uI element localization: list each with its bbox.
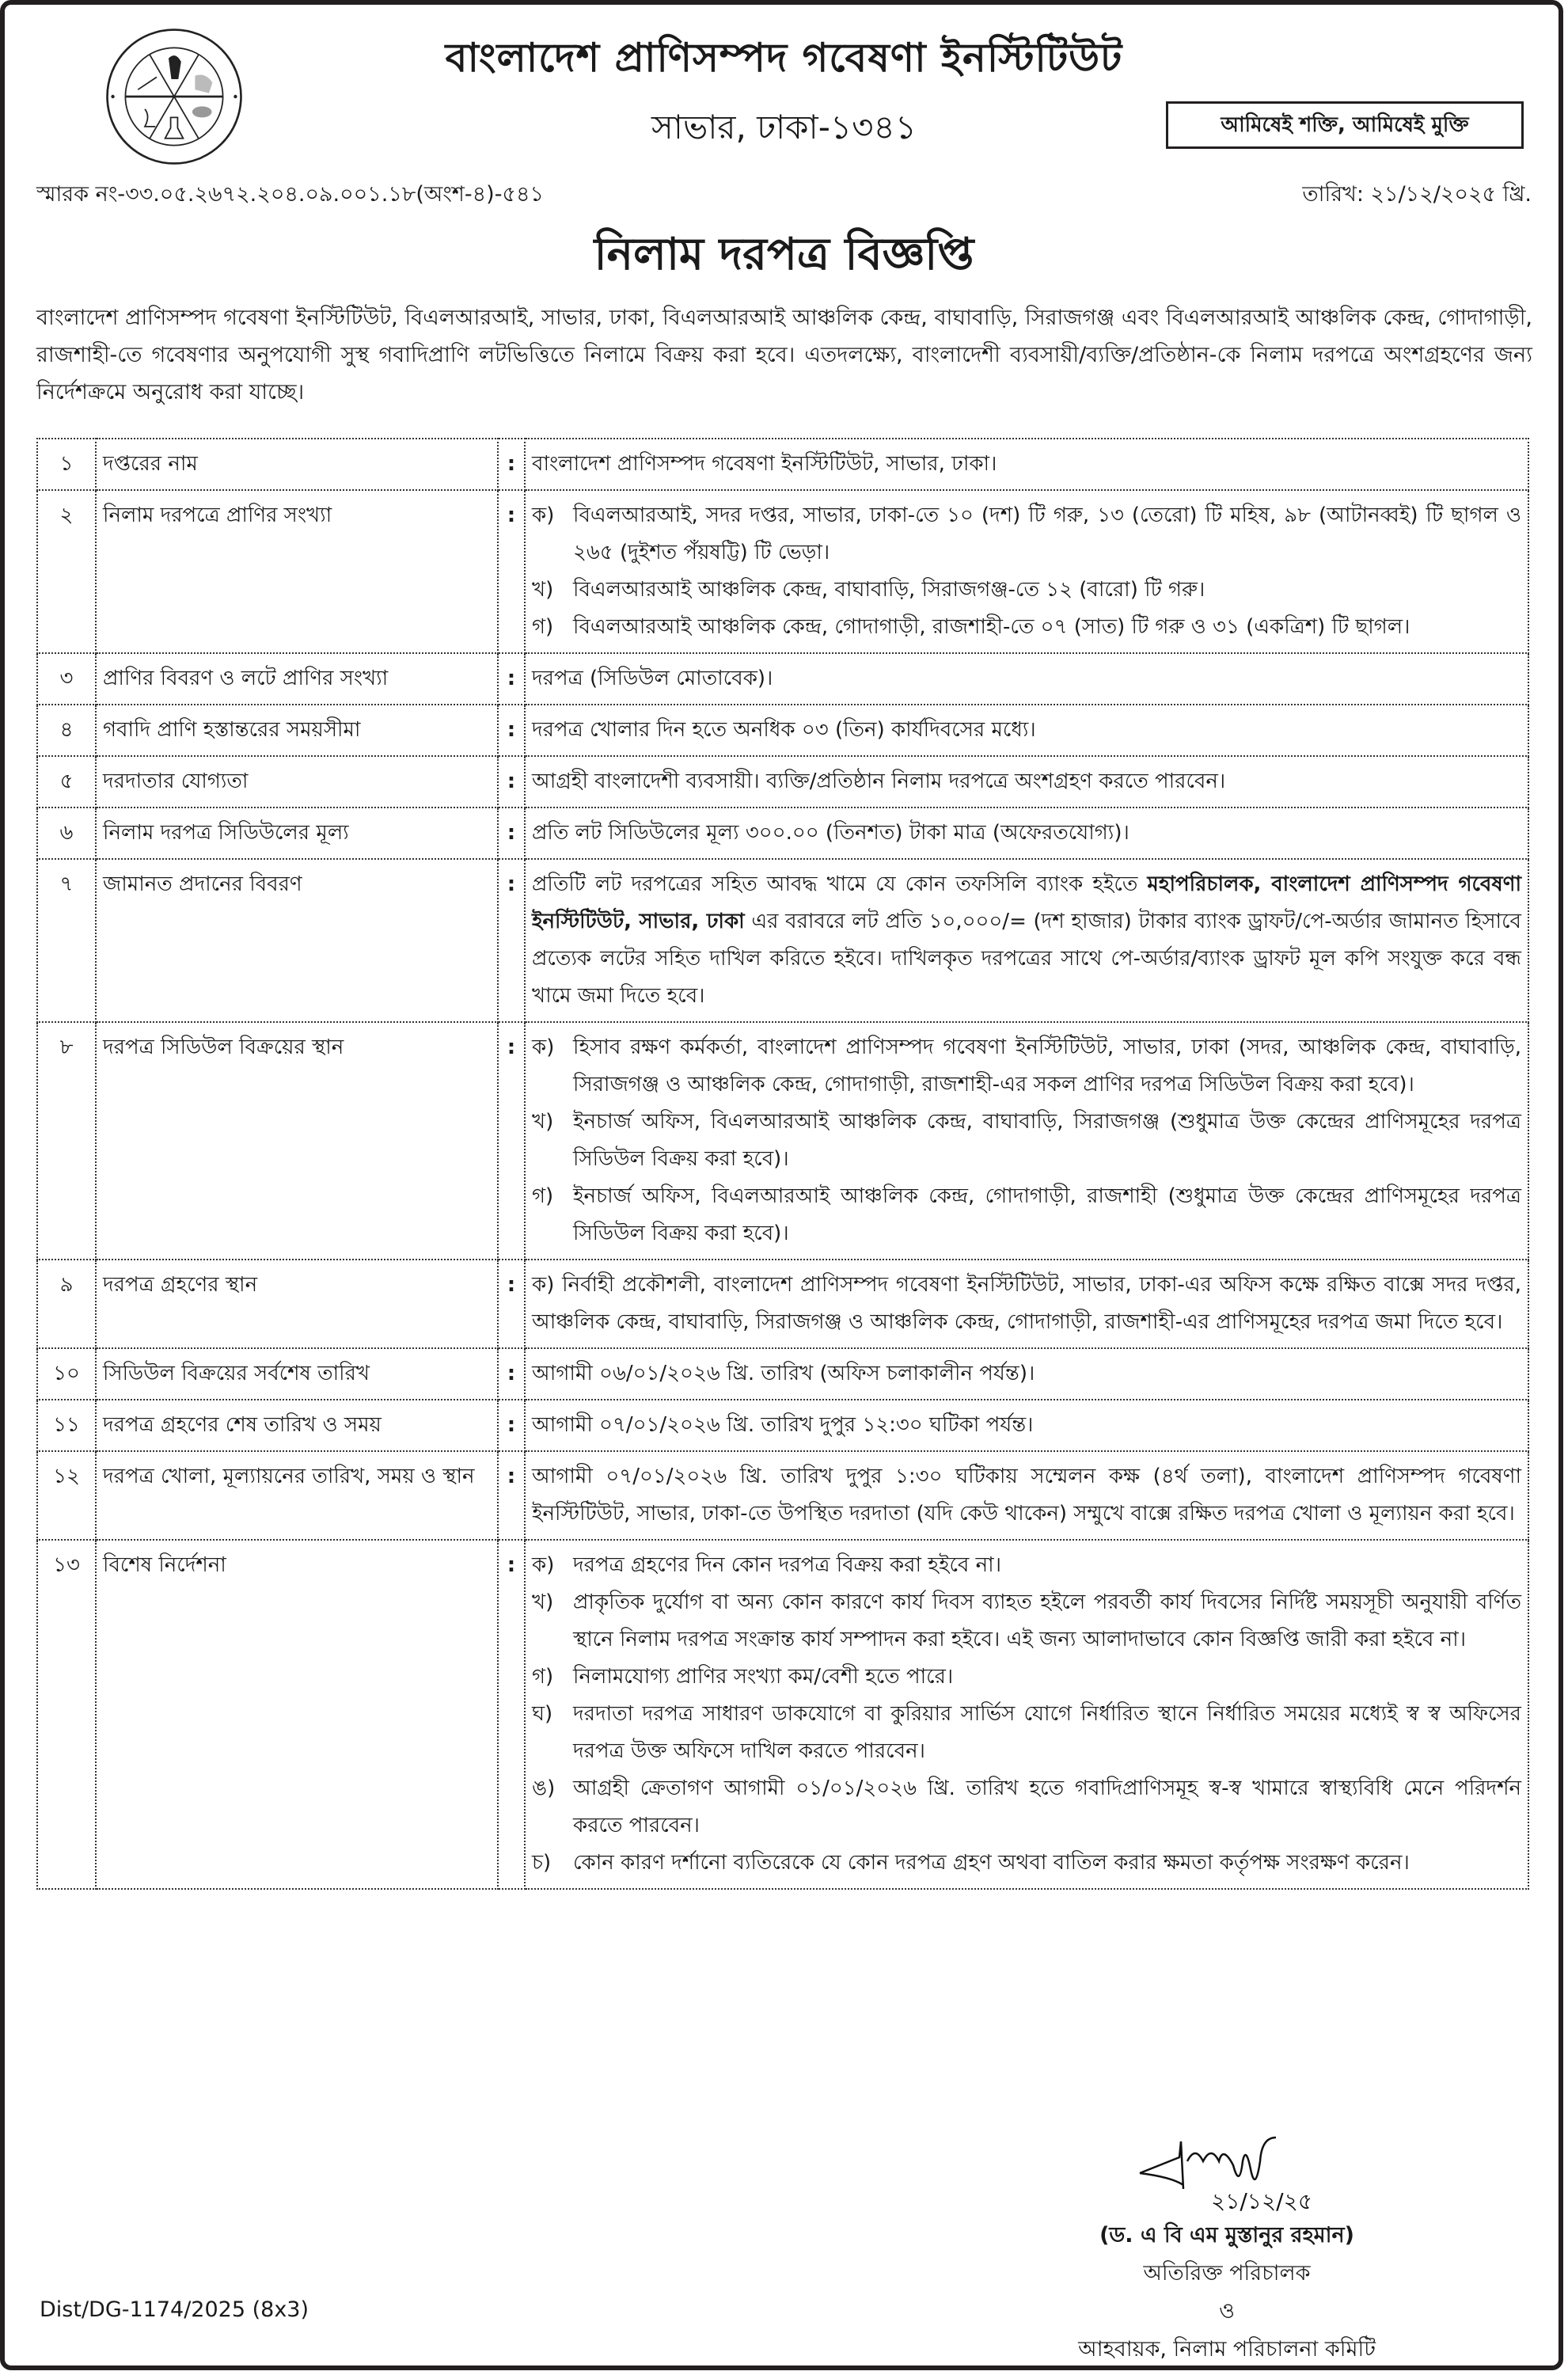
list-text: দরপত্র গ্রহণের দিন কোন দরপত্র বিক্রয় করা হইবে না। (573, 1553, 1002, 1577)
table-row (37, 1022, 1528, 1260)
row-content (525, 1022, 1528, 1260)
row-colon: : (498, 756, 525, 808)
row-number: ৭ (37, 859, 96, 1022)
content-text: এর বরাবরে লট প্রতি ১০,০০০/= (দশ হাজার) টাকার ব্যাংক ড্রাফট/পে-অর্ডার জামানত হিসাবে প্রত্যেক লটের সহিত দাখিল করিতে হইবে। দাখিলকৃত দরপত্রের সাথে পে-অর্ডার/ব্যাংক ড্রাফট মূল কপি সংযুক্ত করে বন্ধ খামে জমা দিতে হবে। (532, 910, 1521, 1008)
list-item (532, 1584, 1521, 1659)
list-item (532, 572, 1521, 609)
intro-paragraph: বাংলাদেশ প্রাণিসম্পদ গবেষণা ইনস্টিটিউট, বিএলআরআই, সাভার, ঢাকা, বিএলআরআই আঞ্চলিক কেন্দ্র, বাঘাবাড়ি, সিরাজগঞ্জ এবং বিএলআরআই আঞ্চলিক কেন্দ্র, গোদাগাড়ী, রাজশাহী-তে গবেষণার অনুপযোগী সুস্থ গবাদিপ্রাণি লটভিত্তিতে নিলামে বিক্রয় করা হবে। এতদলক্ষ্যে, বাংলাদেশী ব্যবসায়ী/ব্যক্তি/প্রতিষ্ঠান-কে নিলাম দরপত্রে অংশগ্রহণের জন্য নির্দেশক্রমে অনুরোধ করা যাচ্ছে। (36, 306, 1532, 405)
row-label: নিলাম দরপত্র সিডিউলের মূল্য (96, 808, 498, 859)
list-marker: ক) (532, 1553, 555, 1577)
row-label: দরপত্র সিডিউল বিক্রয়ের স্থান (96, 1022, 498, 1260)
row-colon: : (498, 1400, 525, 1451)
list-item (532, 497, 1521, 572)
list-marker: চ) (532, 1851, 552, 1875)
list-text: প্রাকৃতিক দুর্যোগ বা অন্য কোন কারণে কার্য দিবস ব্যাহত হইলে পরবর্তী কার্য দিবসের নির্দিষ্ট সময়সূচী অনুযায়ী বর্ণিত স্থানে নিলাম দরপত্র সংক্রান্ত কার্য সম্পাদন করা হইবে। এই জন্য আলাদাভাবে কোন বিজ্ঞপ্তি জারী করা হইবে না। (573, 1590, 1521, 1651)
row-number: ১১ (37, 1400, 96, 1451)
row-label: নিলাম দরপত্রে প্রাণির সংখ্যা (96, 490, 498, 653)
row-colon: : (498, 808, 525, 859)
row-number: ৯ (37, 1260, 96, 1348)
table-row (37, 1348, 1528, 1400)
list-marker: ক) (532, 1036, 555, 1059)
row-content: ক) নির্বাহী প্রকৌশলী, বাংলাদেশ প্রাণিসম্পদ গবেষণা ইনস্টিটিউট, সাভার, ঢাকা-এর অফিস কক্ষে রক্ষিত বাক্সে সদর দপ্তর, আঞ্চলিক কেন্দ্র, বাঘাবাড়ি, সিরাজগঞ্জ ও আঞ্চলিক কেন্দ্র, গোদাগাড়ী, রাজশাহী-এর প্রাণিসমূহের দরপত্র জমা দিতে হবে। (525, 1260, 1528, 1348)
row-label: বিশেষ নির্দেশনা (96, 1540, 498, 1889)
tender-schedule-table (36, 438, 1529, 1890)
row-label: জামানত প্রদানের বিবরণ (96, 859, 498, 1022)
row-content: আগামী ০৭/০১/২০২৬ খ্রি. তারিখ দুপুর ১:৩০ ঘটিকায় সম্মেলন কক্ষ (৪র্থ তলা), বাংলাদেশ প্রাণিসম্পদ গবেষণা ইনস্টিটিউট, সাভার, ঢাকা-তে উপস্থিত দরদাতা (যদি কেউ থাকেন) সম্মুখে বাক্সে রক্ষিত দরপত্র খোলা ও মূল্যায়ন করা হবে। (525, 1451, 1528, 1540)
row-label: গবাদি প্রাণি হস্তান্তরের সময়সীমা (96, 705, 498, 756)
row-label: দরপত্র খোলা, মূল্যায়নের তারিখ, সময় ও স্থান (96, 1451, 498, 1540)
list-item (532, 1770, 1521, 1845)
table-row (37, 705, 1528, 756)
row-colon: : (498, 439, 525, 490)
row-number: ৮ (37, 1022, 96, 1260)
list-item (532, 1029, 1521, 1104)
row-colon: : (498, 859, 525, 1022)
table-row (37, 1451, 1528, 1540)
signatory-block (1021, 2217, 1433, 2369)
row-number: ৪ (37, 705, 96, 756)
list-marker: খ) (532, 578, 554, 602)
list-item (532, 1696, 1521, 1770)
issue-date: তারিখ: ২১/১২/২০২৫ খ্রি. (1302, 182, 1532, 207)
list-item (532, 1659, 1521, 1696)
row-number: ৬ (37, 808, 96, 859)
list-text: হিসাব রক্ষণ কর্মকর্তা, বাংলাদেশ প্রাণিসম্পদ গবেষণা ইনস্টিটিউট, সাভার, ঢাকা (সদর, আঞ্চলিক কেন্দ্র, বাঘাবাড়ি, সিরাজগঞ্জ ও আঞ্চলিক কেন্দ্র, গোদাগাড়ী, রাজশাহী-এর সকল প্রাণির দরপত্র সিডিউল বিক্রয় করা হবে)। (573, 1036, 1521, 1096)
institute-address: সাভার, ঢাকা-১৩৪১ (651, 108, 917, 146)
signatory-role: আহবায়ক, নিলাম পরিচালনা কমিটি (1078, 2337, 1376, 2362)
table-row (37, 490, 1528, 653)
table-row (37, 859, 1528, 1022)
table-row (37, 1400, 1528, 1451)
row-label: প্রাণির বিবরণ ও লটে প্রাণির সংখ্যা (96, 653, 498, 705)
row-number: ১৩ (37, 1540, 96, 1889)
list-item (532, 609, 1521, 646)
list-item (532, 1547, 1521, 1584)
list-text: বিএলআরআই, সদর দপ্তর, সাভার, ঢাকা-তে ১০ (দশ) টি গরু, ১৩ (তেরো) টি মহিষ, ৯৮ (আটানব্বই) টি ছাগল ও ২৬৫ (দুইশত পঁয়ষট্টি) টি ভেড়া। (573, 504, 1521, 564)
list-marker: গ) (532, 615, 554, 639)
list-item (532, 1178, 1521, 1252)
svg-text:২১/১২/২৫: ২১/১২/২৫ (1211, 2188, 1312, 2214)
list-text: ইনচার্জ অফিস, বিএলআরআই আঞ্চলিক কেন্দ্র, বাঘাবাড়ি, সিরাজগঞ্জ (শুধুমাত্র উক্ত কেন্দ্রের প্রাণিসমূহের দরপত্র সিডিউল বিক্রয় করা হবে)। (573, 1110, 1521, 1171)
list-text: আগ্রহী ক্রেতাগণ আগামী ০১/০১/২০২৬ খ্রি. তারিখ হতে গবাদিপ্রাণিসমূহ স্ব-স্ব খামারে স্বাস্থ্যবিধি মেনে পরিদর্শন করতে পারবেন। (573, 1776, 1521, 1837)
distribution-code: Dist/DG-1174/2025 (8x3) (40, 2297, 309, 2322)
row-colon: : (498, 1022, 525, 1260)
signatory-designation: অতিরিক্ত পরিচালক (1143, 2261, 1311, 2286)
row-colon: : (498, 1348, 525, 1400)
list-marker: ঘ) (532, 1702, 553, 1726)
row-number: ২ (37, 490, 96, 653)
row-label: দরপত্র গ্রহণের শেষ তারিখ ও সময় (96, 1400, 498, 1451)
list-marker: খ) (532, 1110, 554, 1134)
row-number: ১ (37, 439, 96, 490)
row-label: দরদাতার যোগ্যতা (96, 756, 498, 808)
table-row (37, 439, 1528, 490)
row-colon: : (498, 1451, 525, 1540)
notice-title: নিলাম দরপত্র বিজ্ঞপ্তি (594, 229, 974, 280)
list-text: নিলামযোগ্য প্রাণির সংখ্যা কম/বেশী হতে পারে। (573, 1665, 954, 1689)
row-number: ১২ (37, 1451, 96, 1540)
list-item (532, 1104, 1521, 1178)
list-marker: ঙ) (532, 1776, 556, 1800)
row-colon: : (498, 1260, 525, 1348)
table-row (37, 653, 1528, 705)
row-number: ৩ (37, 653, 96, 705)
list-text: কোন কারণ দর্শানো ব্যতিরেকে যে কোন দরপত্র গ্রহণ অথবা বাতিল করার ক্ষমতা কর্তৃপক্ষ সংরক্ষণ করেন। (573, 1851, 1410, 1875)
row-colon: : (498, 653, 525, 705)
row-content: আগ্রহী বাংলাদেশী ব্যবসায়ী। ব্যক্তি/প্রতিষ্ঠান নিলাম দরপত্রে অংশগ্রহণ করতে পারবেন। (525, 756, 1528, 808)
signature-icon (1124, 2130, 1314, 2217)
row-label: সিডিউল বিক্রয়ের সর্বশেষ তারিখ (96, 1348, 498, 1400)
row-colon: : (498, 705, 525, 756)
row-content: আগামী ০৬/০১/২০২৬ খ্রি. তারিখ (অফিস চলাকালীন পর্যন্ত)। (525, 1348, 1528, 1400)
institute-name: বাংলাদেশ প্রাণিসম্পদ গবেষণা ইনস্টিটিউট (445, 35, 1123, 81)
row-content (525, 490, 1528, 653)
row-colon: : (498, 490, 525, 653)
signatory-name: (ড. এ বি এম মুস্তানুর রহমান) (1099, 2223, 1354, 2248)
row-label: দপ্তরের নাম (96, 439, 498, 490)
table-row (37, 1540, 1528, 1889)
memo-number: স্মারক নং-৩৩.০৫.২৬৭২.২০৪.০৯.০০১.১৮(অংশ-৪)-৫৪১ (36, 182, 544, 207)
row-content (525, 1540, 1528, 1889)
table-row (37, 1260, 1528, 1348)
list-text: বিএলআরআই আঞ্চলিক কেন্দ্র, বাঘাবাড়ি, সিরাজগঞ্জ-তে ১২ (বারো) টি গরু। (573, 578, 1205, 602)
row-colon: : (498, 1540, 525, 1889)
row-content: আগামী ০৭/০১/২০২৬ খ্রি. তারিখ দুপুর ১২:৩০ ঘটিকা পর্যন্ত। (525, 1400, 1528, 1451)
list-text: বিএলআরআই আঞ্চলিক কেন্দ্র, গোদাগাড়ী, রাজশাহী-তে ০৭ (সাত) টি গরু ও ৩১ (একত্রিশ) টি ছাগল। (573, 615, 1410, 639)
signatory-conjunction: ও (1219, 2299, 1235, 2324)
row-label: দরপত্র গ্রহণের স্থান (96, 1260, 498, 1348)
list-marker: গ) (532, 1184, 554, 1208)
table-row (37, 756, 1528, 808)
table-row (37, 808, 1528, 859)
list-marker: ক) (532, 504, 555, 527)
row-content: বাংলাদেশ প্রাণিসম্পদ গবেষণা ইনস্টিটিউট, সাভার, ঢাকা। (525, 439, 1528, 490)
row-content: দরপত্র (সিডিউল মোতাবেক)। (525, 653, 1528, 705)
motto-box: আমিষেই শক্তি, আমিষেই মুক্তি (1166, 101, 1524, 149)
row-content (525, 859, 1528, 1022)
content-text: প্রতিটি লট দরপত্রের সহিত আবদ্ধ খামে যে কোন তফসিলি ব্যাংক হইতে (532, 872, 1148, 896)
list-text: ইনচার্জ অফিস, বিএলআরআই আঞ্চলিক কেন্দ্র, গোদাগাড়ী, রাজশাহী (শুধুমাত্র উক্ত কেন্দ্রের প্রাণিসমূহের দরপত্র সিডিউল বিক্রয় করা হবে)। (573, 1184, 1521, 1245)
row-content: প্রতি লট সিডিউলের মূল্য ৩০০.০০ (তিনশত) টাকা মাত্র (অফেরতযোগ্য)। (525, 808, 1528, 859)
row-number: ৫ (37, 756, 96, 808)
row-content: দরপত্র খোলার দিন হতে অনধিক ০৩ (তিন) কার্যদিবসের মধ্যে। (525, 705, 1528, 756)
row-number: ১০ (37, 1348, 96, 1400)
list-item (532, 1845, 1521, 1882)
payee-bold-text: মহাপরিচালক, বাংলাদেশ প্রাণিসম্পদ গবেষণা ইনস্টিটিউট, সাভার, ঢাকা (532, 872, 1521, 933)
list-marker: খ) (532, 1590, 554, 1614)
list-marker: গ) (532, 1665, 554, 1689)
list-text: দরদাতা দরপত্র সাধারণ ডাকযোগে বা কুরিয়ার সার্ভিস যোগে নির্ধারিত স্থানে নির্ধারিত সময়ের মধ্যেই স্ব স্ব অফিসের দরপত্র উক্ত অফিসে দাখিল করতে পারবেন। (573, 1702, 1521, 1763)
